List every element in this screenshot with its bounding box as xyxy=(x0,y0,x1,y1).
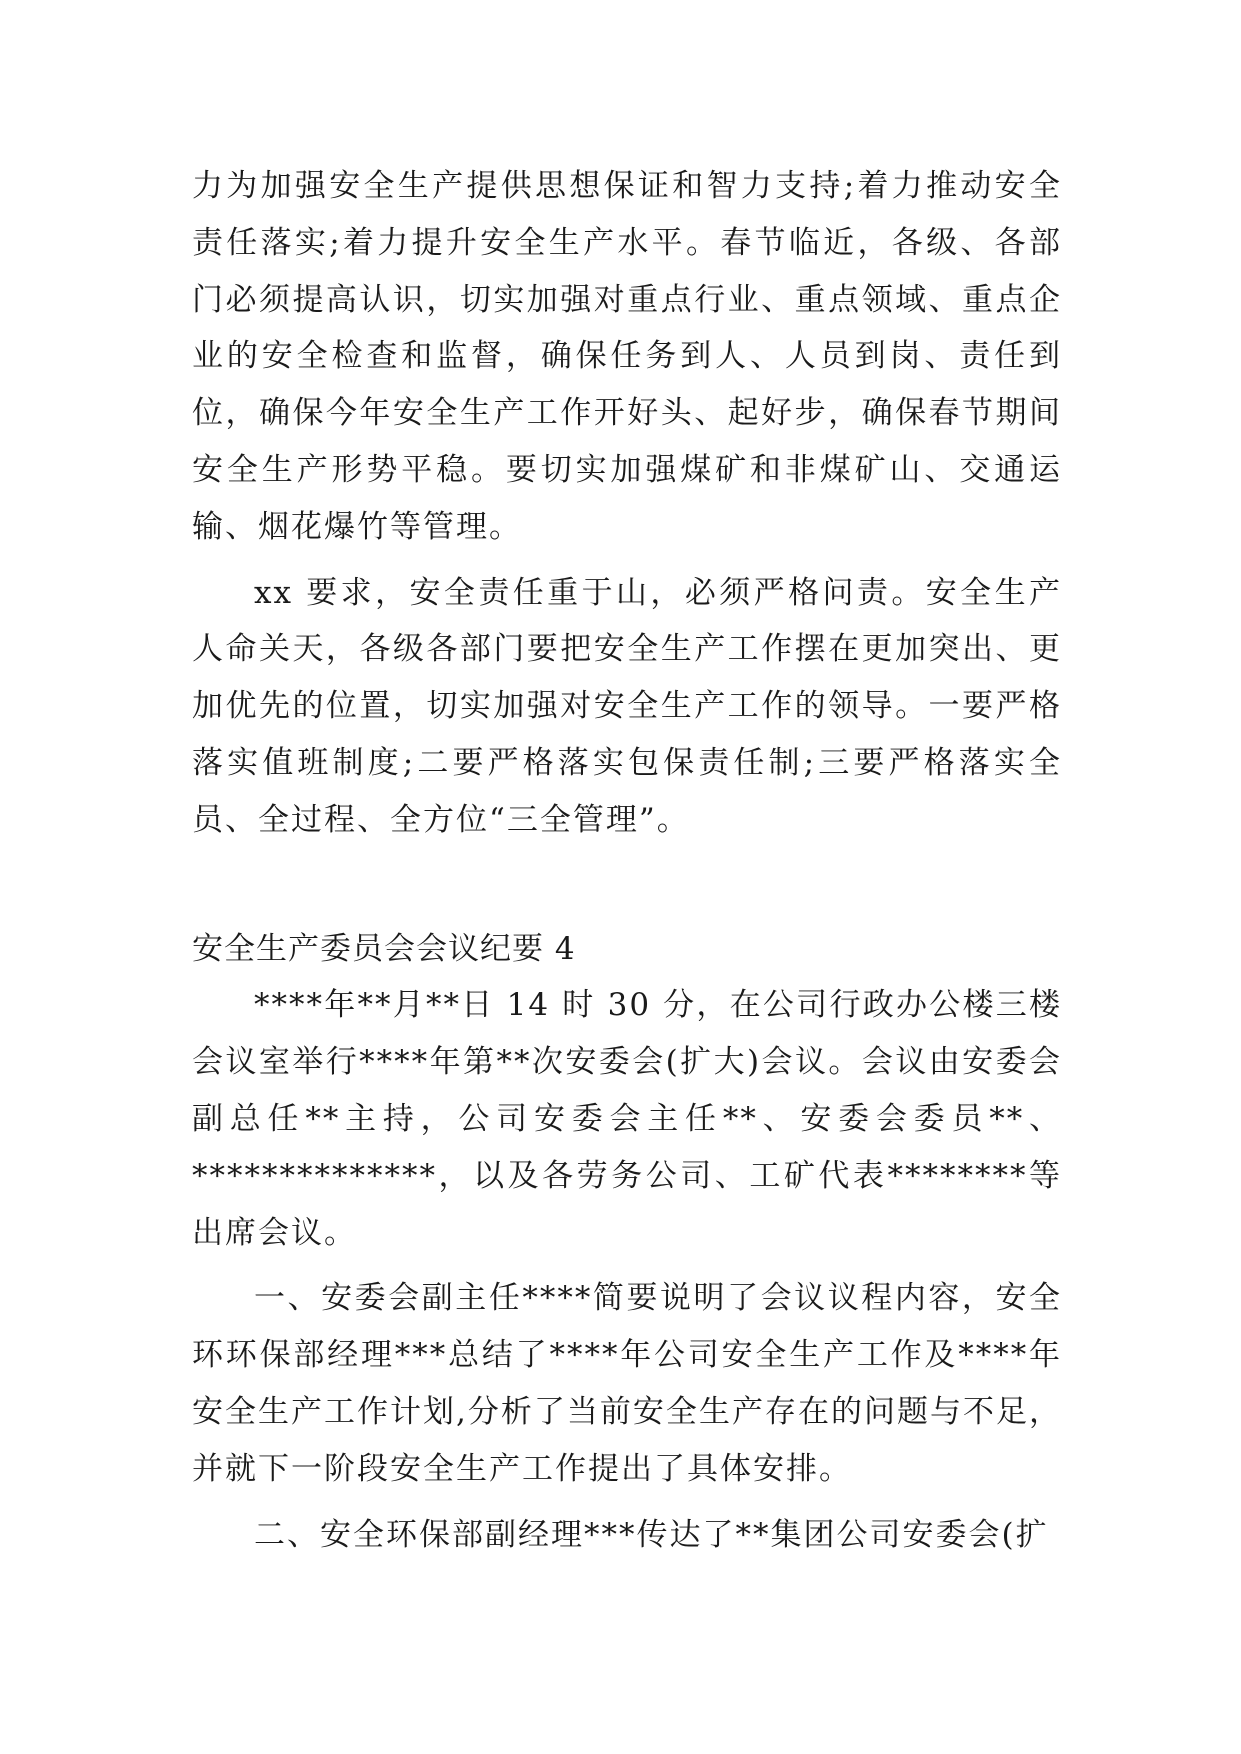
section-paragraph-1: ****年**月**日 14 时 30 分，在公司行政办公楼三楼会议室举行****年第**次安委会(扩大)会议。会议由安委会副总任**主持，公司安委会主任**、安委会委员**、**************，以及各劳务公司、工矿代表********等出席会议。 xyxy=(192,987,1062,1251)
section-title: 安全生产委员会会议纪要 4 xyxy=(192,930,576,967)
section-paragraph-3: 二、安全环保部副经理***传达了**集团公司安委会(扩 xyxy=(254,1516,1049,1553)
body-paragraph-2: xx 要求，安全责任重于山，必须严格问责。安全生产人命关天，各级各部门要把安全生产工作摆在更加突出、更加优先的位置，切实加强对安全生产工作的领导。一要严格落实值班制度;二要严格落实包保责任制;三要严格落实全员、全过程、全方位“三全管理”。 xyxy=(192,574,1062,838)
section-paragraph-2: 一、安委会副主任****简要说明了会议议程内容，安全环环保部经理***总结了****年公司安全生产工作及****年安全生产工作计划,分析了当前安全生产存在的问题与不足，并就下一阶段安全生产工作提出了具体安排。 xyxy=(192,1280,1062,1487)
body-paragraph-1: 力为加强安全生产提供思想保证和智力支持;着力推动安全责任落实;着力提升安全生产水平。春节临近，各级、各部门必须提高认识，切实加强对重点行业、重点领域、重点企业的安全检查和监督，确保任务到人、人员到岗、责任到位，确保今年安全生产工作开好头、起好步，确保春节期间安全生产形势平稳。要切实加强煤矿和非煤矿山、交通运输、烟花爆竹等管理。 xyxy=(192,168,1062,545)
document-body xyxy=(192,158,1062,1563)
